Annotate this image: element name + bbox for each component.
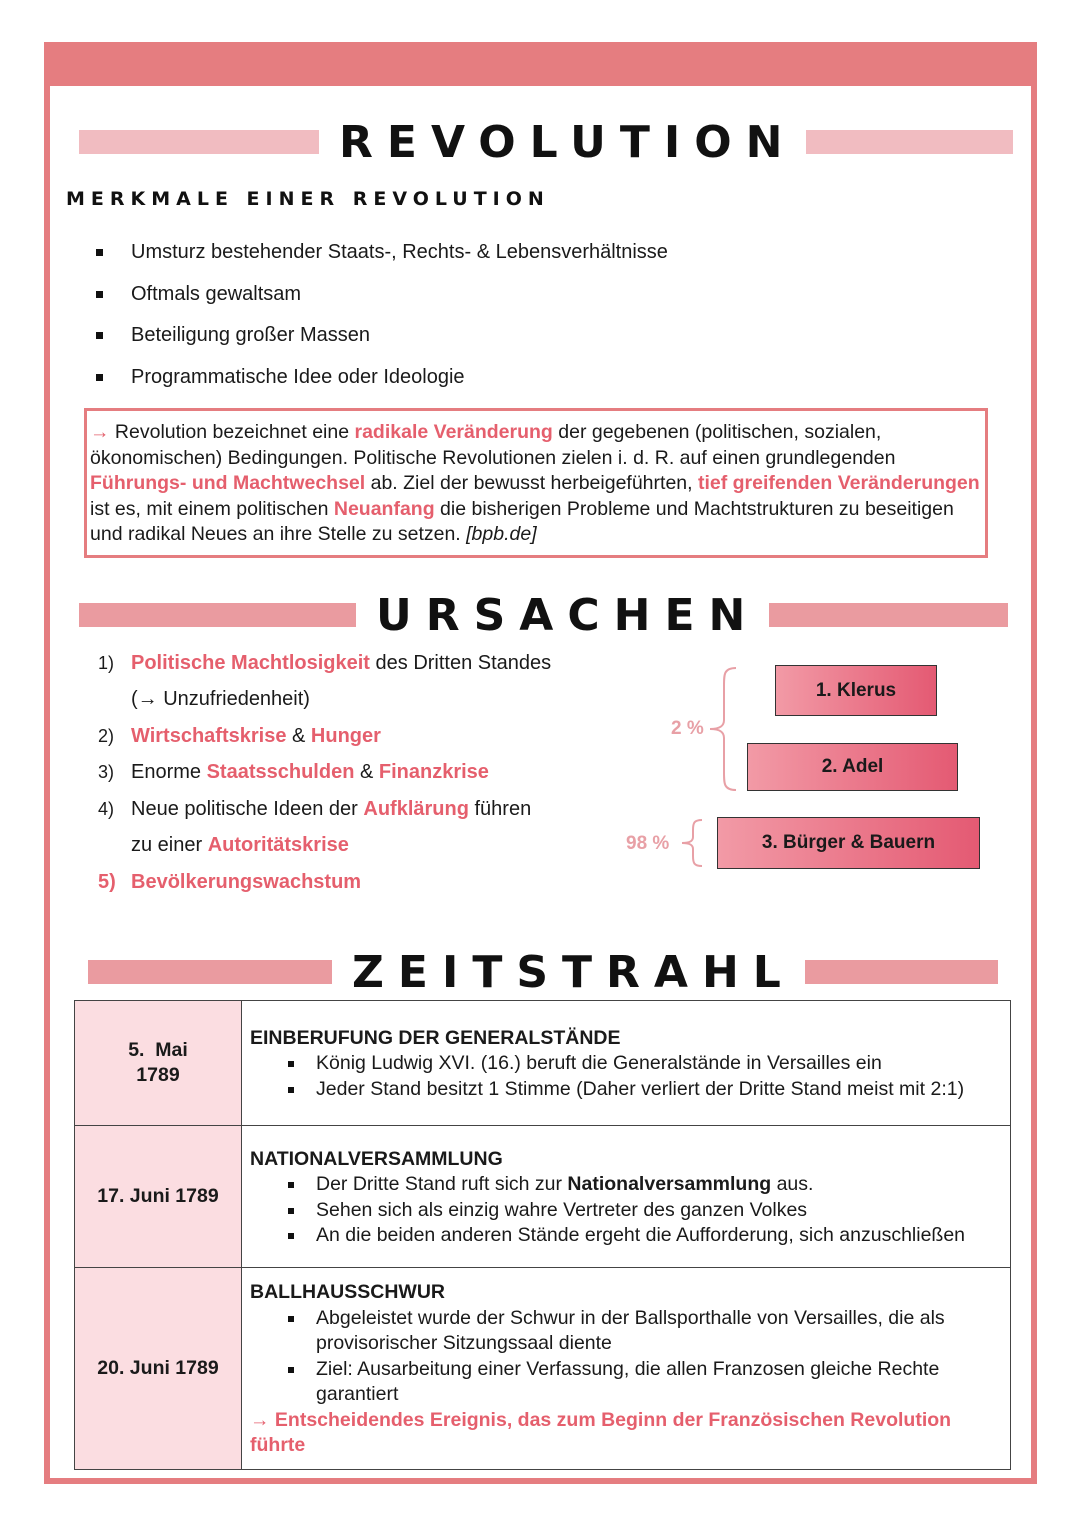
bullet-square-icon (96, 332, 103, 339)
list-item: Programmatische Idee oder Ideologie (96, 357, 668, 399)
estate-buerger: 3. Bürger & Bauern (717, 817, 980, 869)
percent-top: 2 % (671, 718, 704, 739)
list-item-continuation: zu einer Autoritätskrise (131, 834, 349, 857)
table-row (75, 1268, 1011, 1470)
bullet-square-icon (96, 291, 103, 298)
heading-bar-right (805, 960, 998, 984)
causes-list (98, 645, 551, 901)
event-title: EINBERUFUNG DER GENERALSTÄNDE (250, 1026, 621, 1049)
estate-adel: 2. Adel (747, 743, 958, 791)
timeline-table (74, 1000, 1011, 1470)
ursachen-heading (79, 585, 1008, 645)
estate-klerus: 1. Klerus (775, 665, 937, 716)
list-item: 4) Neue politische Ideen der Aufklärung führen (98, 797, 532, 820)
top-accent-bar (44, 42, 1037, 86)
zeitstrahl-heading (88, 942, 998, 1002)
heading-bar-left (79, 603, 356, 627)
list-item: Beteiligung großer Massen (96, 315, 668, 357)
list-item: An die beiden anderen Stände ergeht die Aufforderung, sich anzuschließen (288, 1223, 1002, 1249)
list-item-continuation: (→ Unzufriedenheit) (131, 688, 310, 711)
list-item: Sehen sich als einzig wahre Vertreter des ganzen Volkes (288, 1198, 1002, 1224)
timeline-content (242, 1001, 1011, 1126)
event-title: BALLHAUSSCHWUR (250, 1281, 445, 1303)
list-item: 3) Enorme Staatsschulden & Finanzkrise (98, 761, 489, 784)
timeline-content (242, 1268, 1011, 1470)
merkmale-title: MERKMALE EINER REVOLUTION (66, 188, 550, 210)
section-title: URSACHEN (376, 589, 760, 641)
heading-bar-right (806, 130, 1013, 154)
event-title: NATIONALVERSAMMLUNG (250, 1147, 503, 1170)
arrow-right-icon: → (90, 421, 110, 443)
heading-bar-left (88, 960, 332, 984)
heading-bar-right (769, 603, 1008, 627)
list-item: Abgeleistet wurde der Schwur in der Ballsporthalle von Versailles, die als provisorischer Sitzungssaal diente (288, 1306, 1002, 1357)
definition-box: → Revolution bezeichnet eine radikale Veränderung der gegebenen (politischen, sozialen, ökonomischen) Bedingungen. Politische Revolutionen zielen i. d. R. auf einen grundlegenden Führungs- und Machtwechsel ab. Ziel der bewusst herbeigeführten, tief greifenden Veränderungen ist es, mit einem politischen Neuanfang die bisherigen Probleme und Machtstrukturen zu beseitigen und radikal Neues an ihre Stelle zu setzen. [bpb.de] (84, 408, 988, 558)
revolution-heading (79, 112, 1013, 172)
list-item: Der Dritte Stand ruft sich zur Nationalversammlung aus. (288, 1172, 1002, 1198)
conclusion-text: → Entscheidendes Ereignis, das zum Beginn der Französischen Revolution führte (250, 1408, 952, 1456)
list-item: Umsturz bestehender Staats-, Rechts- & Lebensverhältnisse (96, 232, 668, 274)
bullet-square-icon (96, 374, 103, 381)
list-item: 1) Politische Machtlosigkeit des Dritten Standes (98, 651, 552, 674)
timeline-date: 20. Juni 1789 (75, 1268, 242, 1470)
timeline-date: 5. Mai 1789 (75, 1001, 242, 1126)
bullet-square-icon (96, 249, 103, 256)
percent-bottom: 98 % (626, 833, 670, 854)
brace-icon (706, 666, 738, 792)
list-item: Ziel: Ausarbeitung einer Verfassung, die allen Franzosen gleiche Rechte garantiert (288, 1357, 1002, 1408)
list-item: Oftmals gewaltsam (96, 274, 668, 316)
brace-icon (678, 818, 704, 868)
heading-bar-left (79, 130, 319, 154)
section-title: ZEITSTRAHL (352, 946, 795, 998)
source-citation: [bpb.de] (466, 523, 537, 545)
table-row (75, 1126, 1011, 1268)
table-row (75, 1001, 1011, 1126)
timeline-date: 17. Juni 1789 (75, 1126, 242, 1268)
list-item: König Ludwig XVI. (16.) beruft die Generalstände in Versailles ein (288, 1051, 1002, 1077)
timeline-content (242, 1126, 1011, 1268)
page-title: REVOLUTION (339, 116, 797, 168)
list-item: 2) Wirtschaftskrise & Hunger (98, 724, 381, 747)
list-item: 5) Bevölkerungswachstum (98, 870, 362, 893)
list-item: Jeder Stand besitzt 1 Stimme (Daher verliert der Dritte Stand meist mit 2:1) (288, 1077, 1002, 1103)
merkmale-list (96, 232, 668, 398)
